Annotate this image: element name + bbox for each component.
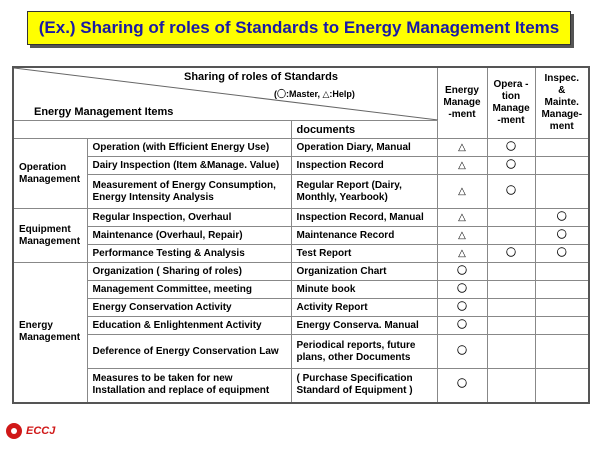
item-cell: Regular Inspection, Overhaul <box>87 209 291 227</box>
energy-mark-cell: 〇 <box>437 369 487 403</box>
table-row <box>13 263 589 281</box>
operation-mark-cell <box>487 335 535 369</box>
table-row <box>13 335 589 369</box>
inspection-mark-cell <box>535 369 589 403</box>
logo-text: ECCJ <box>26 425 56 437</box>
title-banner <box>27 11 571 45</box>
operation-mark-cell <box>487 299 535 317</box>
item-cell: Organization ( Sharing of roles) <box>87 263 291 281</box>
col-header-operation: Opera -tion Manage -ment <box>487 67 535 139</box>
inspection-mark-cell: 〇 <box>535 209 589 227</box>
operation-mark-cell <box>487 317 535 335</box>
table-row <box>13 281 589 299</box>
roles-table <box>12 66 590 404</box>
document-cell: Regular Report (Dairy, Monthly, Yearbook) <box>291 175 437 209</box>
energy-mark-cell: △ <box>437 175 487 209</box>
inspection-mark-cell <box>535 139 589 157</box>
operation-mark-cell <box>487 209 535 227</box>
energy-mark-cell: 〇 <box>437 299 487 317</box>
eccj-logo-icon <box>6 423 22 439</box>
operation-mark-cell: 〇 <box>487 245 535 263</box>
inspection-mark-cell <box>535 281 589 299</box>
inspection-mark-cell <box>535 157 589 175</box>
table-row <box>13 139 589 157</box>
inspection-mark-cell: 〇 <box>535 227 589 245</box>
inspection-mark-cell <box>535 263 589 281</box>
operation-mark-cell <box>487 369 535 403</box>
eccj-logo <box>6 421 76 441</box>
operation-mark-cell: 〇 <box>487 157 535 175</box>
inspection-mark-cell <box>535 175 589 209</box>
energy-mark-cell: 〇 <box>437 263 487 281</box>
energy-mark-cell: △ <box>437 227 487 245</box>
category-cell: Energy Management <box>13 263 87 403</box>
operation-mark-cell: 〇 <box>487 175 535 209</box>
item-cell: Operation (with Efficient Energy Use) <box>87 139 291 157</box>
item-cell: Management Committee, meeting <box>87 281 291 299</box>
inspection-mark-cell: 〇 <box>535 245 589 263</box>
document-cell: Maintenance Record <box>291 227 437 245</box>
document-cell: Energy Conserva. Manual <box>291 317 437 335</box>
items-header-spacer <box>13 121 291 139</box>
document-cell: Operation Diary, Manual <box>291 139 437 157</box>
table-row <box>13 175 589 209</box>
table-row <box>13 157 589 175</box>
item-cell: Performance Testing & Analysis <box>87 245 291 263</box>
energy-mark-cell: 〇 <box>437 317 487 335</box>
header-diagonal <box>14 68 437 120</box>
col-header-inspection: Inspec. & Mainte. Manage- ment <box>535 67 589 139</box>
document-cell: Periodical reports, future plans, other Documents <box>291 335 437 369</box>
item-cell: Maintenance (Overhaul, Repair) <box>87 227 291 245</box>
header-diagonal-cell <box>13 67 437 121</box>
item-cell: Deference of Energy Conservation Law <box>87 335 291 369</box>
table-row <box>13 299 589 317</box>
inspection-mark-cell <box>535 317 589 335</box>
table-row <box>13 245 589 263</box>
page-title: (Ex.) Sharing of roles of Standards to Energy Management Items <box>38 18 560 37</box>
operation-mark-cell: 〇 <box>487 139 535 157</box>
item-cell: Dairy Inspection (Item &Manage. Value) <box>87 157 291 175</box>
table-row <box>13 227 589 245</box>
document-cell: Minute book <box>291 281 437 299</box>
document-cell: Inspection Record <box>291 157 437 175</box>
energy-mark-cell: △ <box>437 157 487 175</box>
energy-mark-cell: 〇 <box>437 281 487 299</box>
document-cell: Organization Chart <box>291 263 437 281</box>
table-row <box>13 369 589 403</box>
category-cell: Operation Management <box>13 139 87 209</box>
category-cell: Equipment Management <box>13 209 87 263</box>
operation-mark-cell <box>487 227 535 245</box>
inspection-mark-cell <box>535 335 589 369</box>
sharing-label: Sharing of roles of Standards <box>184 71 339 83</box>
energy-mark-cell: △ <box>437 245 487 263</box>
energy-mark-cell: △ <box>437 139 487 157</box>
table-row <box>13 317 589 335</box>
col-header-energy: Energy Manage -ment <box>437 67 487 139</box>
energy-mark-cell: 〇 <box>437 335 487 369</box>
document-cell: Test Report <box>291 245 437 263</box>
legend-label: (〇:Master, △:Help) <box>274 89 355 99</box>
header-row <box>13 67 589 121</box>
items-label: Energy Management Items <box>34 106 174 118</box>
table-row <box>13 209 589 227</box>
item-cell: Energy Conservation Activity <box>87 299 291 317</box>
item-cell: Education & Enlightenment Activity <box>87 317 291 335</box>
item-cell: Measures to be taken for new Installation and replace of equipment <box>87 369 291 403</box>
inspection-mark-cell <box>535 299 589 317</box>
document-cell: Inspection Record, Manual <box>291 209 437 227</box>
roles-table-body <box>13 67 589 403</box>
operation-mark-cell <box>487 281 535 299</box>
energy-mark-cell: △ <box>437 209 487 227</box>
document-cell: ( Purchase Specification Standard of Equipment ) <box>291 369 437 403</box>
operation-mark-cell <box>487 263 535 281</box>
documents-header: documents <box>291 121 437 139</box>
document-cell: Activity Report <box>291 299 437 317</box>
item-cell: Measurement of Energy Consumption, Energy Intensity Analysis <box>87 175 291 209</box>
